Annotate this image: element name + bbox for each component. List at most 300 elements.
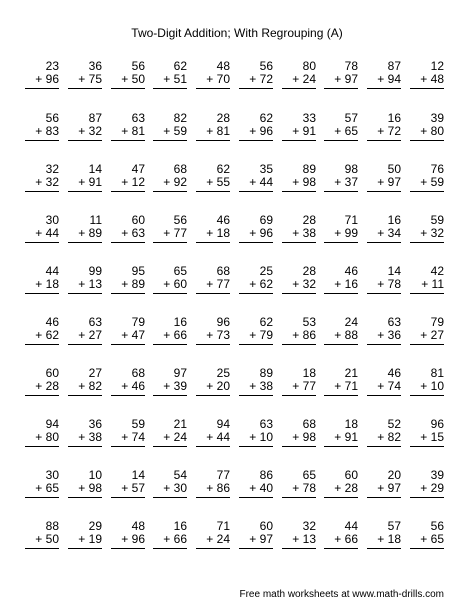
addition-problem bbox=[324, 469, 358, 507]
answer-line bbox=[324, 548, 358, 549]
addition-problem bbox=[324, 214, 358, 252]
top-addend: 68 bbox=[216, 264, 230, 278]
addition-problem bbox=[196, 367, 230, 405]
bottom-addend: + 13 bbox=[78, 277, 102, 291]
bottom-addend: + 99 bbox=[334, 226, 358, 240]
top-addend: 35 bbox=[259, 162, 273, 176]
answer-line bbox=[68, 191, 102, 192]
bottom-addend: + 50 bbox=[121, 72, 145, 86]
addition-problem bbox=[410, 418, 444, 456]
answer-line bbox=[196, 140, 230, 141]
addition-problem bbox=[153, 520, 187, 558]
addition-problem bbox=[367, 418, 401, 456]
top-addend: 36 bbox=[88, 417, 102, 431]
bottom-addend: + 32 bbox=[78, 124, 102, 138]
addition-problem bbox=[68, 316, 102, 354]
top-addend: 12 bbox=[430, 59, 444, 73]
addition-problem bbox=[367, 60, 401, 98]
addition-problem bbox=[196, 214, 230, 252]
top-addend: 62 bbox=[216, 162, 230, 176]
bottom-addend: + 19 bbox=[78, 532, 102, 546]
addition-problem bbox=[324, 265, 358, 303]
addition-problem bbox=[111, 265, 145, 303]
top-addend: 56 bbox=[45, 111, 59, 125]
answer-line bbox=[282, 344, 316, 345]
top-addend: 14 bbox=[88, 162, 102, 176]
addition-problem bbox=[239, 469, 273, 507]
addition-problem bbox=[68, 265, 102, 303]
top-addend: 20 bbox=[387, 468, 401, 482]
bottom-addend: + 32 bbox=[292, 277, 316, 291]
top-addend: 87 bbox=[387, 59, 401, 73]
addition-problem bbox=[367, 214, 401, 252]
top-addend: 79 bbox=[430, 315, 444, 329]
answer-line bbox=[111, 88, 145, 89]
bottom-addend: + 36 bbox=[377, 328, 401, 342]
answer-line bbox=[196, 548, 230, 549]
bottom-addend: + 94 bbox=[377, 72, 401, 86]
bottom-addend: + 65 bbox=[35, 481, 59, 495]
bottom-addend: + 20 bbox=[206, 379, 230, 393]
top-addend: 50 bbox=[387, 162, 401, 176]
answer-line bbox=[153, 344, 187, 345]
top-addend: 25 bbox=[216, 366, 230, 380]
top-addend: 68 bbox=[131, 366, 145, 380]
top-addend: 80 bbox=[302, 59, 316, 73]
bottom-addend: + 72 bbox=[249, 72, 273, 86]
addition-problem bbox=[367, 469, 401, 507]
addition-problem bbox=[111, 469, 145, 507]
bottom-addend: + 80 bbox=[420, 124, 444, 138]
addition-problem bbox=[68, 60, 102, 98]
bottom-addend: + 44 bbox=[249, 175, 273, 189]
answer-line bbox=[239, 88, 273, 89]
top-addend: 16 bbox=[173, 315, 187, 329]
addition-problem bbox=[410, 60, 444, 98]
answer-line bbox=[68, 395, 102, 396]
bottom-addend: + 12 bbox=[121, 175, 145, 189]
answer-line bbox=[324, 395, 358, 396]
addition-problem bbox=[68, 214, 102, 252]
answer-line bbox=[68, 88, 102, 89]
top-addend: 68 bbox=[173, 162, 187, 176]
answer-line bbox=[25, 88, 59, 89]
addition-problem bbox=[68, 112, 102, 150]
top-addend: 54 bbox=[173, 468, 187, 482]
addition-problem bbox=[25, 163, 59, 201]
answer-line bbox=[239, 140, 273, 141]
bottom-addend: + 91 bbox=[334, 430, 358, 444]
addition-problem bbox=[410, 265, 444, 303]
top-addend: 28 bbox=[216, 111, 230, 125]
bottom-addend: + 74 bbox=[377, 379, 401, 393]
answer-line bbox=[153, 191, 187, 192]
top-addend: 62 bbox=[259, 315, 273, 329]
top-addend: 63 bbox=[131, 111, 145, 125]
bottom-addend: + 15 bbox=[420, 430, 444, 444]
addition-problem bbox=[153, 316, 187, 354]
answer-line bbox=[324, 88, 358, 89]
addition-problem bbox=[282, 367, 316, 405]
bottom-addend: + 62 bbox=[249, 277, 273, 291]
addition-problem bbox=[68, 418, 102, 456]
bottom-addend: + 60 bbox=[163, 277, 187, 291]
top-addend: 14 bbox=[131, 468, 145, 482]
top-addend: 30 bbox=[45, 468, 59, 482]
top-addend: 27 bbox=[88, 366, 102, 380]
top-addend: 56 bbox=[430, 519, 444, 533]
answer-line bbox=[410, 446, 444, 447]
answer-line bbox=[153, 242, 187, 243]
bottom-addend: + 65 bbox=[420, 532, 444, 546]
bottom-addend: + 89 bbox=[78, 226, 102, 240]
top-addend: 59 bbox=[430, 213, 444, 227]
bottom-addend: + 75 bbox=[78, 72, 102, 86]
top-addend: 63 bbox=[387, 315, 401, 329]
answer-line bbox=[153, 140, 187, 141]
answer-line bbox=[367, 293, 401, 294]
addition-problem bbox=[153, 418, 187, 456]
bottom-addend: + 91 bbox=[78, 175, 102, 189]
addition-problem bbox=[282, 163, 316, 201]
top-addend: 88 bbox=[45, 519, 59, 533]
top-addend: 46 bbox=[387, 366, 401, 380]
bottom-addend: + 91 bbox=[292, 124, 316, 138]
addition-problem bbox=[410, 112, 444, 150]
top-addend: 25 bbox=[259, 264, 273, 278]
addition-problem bbox=[111, 163, 145, 201]
addition-problem bbox=[282, 520, 316, 558]
bottom-addend: + 18 bbox=[377, 532, 401, 546]
answer-line bbox=[196, 395, 230, 396]
bottom-addend: + 63 bbox=[121, 226, 145, 240]
top-addend: 65 bbox=[302, 468, 316, 482]
addition-problem bbox=[410, 163, 444, 201]
top-addend: 69 bbox=[259, 213, 273, 227]
answer-line bbox=[239, 497, 273, 498]
top-addend: 68 bbox=[302, 417, 316, 431]
answer-line bbox=[239, 191, 273, 192]
answer-line bbox=[111, 497, 145, 498]
bottom-addend: + 32 bbox=[420, 226, 444, 240]
top-addend: 10 bbox=[88, 468, 102, 482]
answer-line bbox=[367, 140, 401, 141]
top-addend: 42 bbox=[430, 264, 444, 278]
bottom-addend: + 47 bbox=[121, 328, 145, 342]
answer-line bbox=[153, 446, 187, 447]
addition-problem bbox=[239, 418, 273, 456]
bottom-addend: + 89 bbox=[121, 277, 145, 291]
bottom-addend: + 88 bbox=[334, 328, 358, 342]
top-addend: 32 bbox=[302, 519, 316, 533]
answer-line bbox=[324, 293, 358, 294]
addition-problem bbox=[25, 418, 59, 456]
bottom-addend: + 13 bbox=[292, 532, 316, 546]
answer-line bbox=[196, 88, 230, 89]
top-addend: 81 bbox=[430, 366, 444, 380]
top-addend: 87 bbox=[88, 111, 102, 125]
footer-credit: Free math worksheets at www.math-drills.com bbox=[239, 589, 444, 600]
bottom-addend: + 28 bbox=[35, 379, 59, 393]
bottom-addend: + 39 bbox=[163, 379, 187, 393]
top-addend: 94 bbox=[45, 417, 59, 431]
addition-problem bbox=[111, 418, 145, 456]
addition-problem bbox=[282, 214, 316, 252]
top-addend: 30 bbox=[45, 213, 59, 227]
answer-line bbox=[153, 395, 187, 396]
top-addend: 94 bbox=[216, 417, 230, 431]
addition-problem bbox=[367, 163, 401, 201]
top-addend: 62 bbox=[173, 59, 187, 73]
bottom-addend: + 96 bbox=[249, 226, 273, 240]
addition-problem bbox=[111, 214, 145, 252]
answer-line bbox=[239, 548, 273, 549]
top-addend: 57 bbox=[387, 519, 401, 533]
worksheet-title: Two-Digit Addition; With Regrouping (A) bbox=[131, 26, 343, 40]
bottom-addend: + 44 bbox=[35, 226, 59, 240]
bottom-addend: + 38 bbox=[78, 430, 102, 444]
answer-line bbox=[25, 395, 59, 396]
addition-problem bbox=[239, 60, 273, 98]
top-addend: 95 bbox=[131, 264, 145, 278]
bottom-addend: + 78 bbox=[377, 277, 401, 291]
answer-line bbox=[68, 497, 102, 498]
answer-line bbox=[367, 88, 401, 89]
answer-line bbox=[68, 293, 102, 294]
top-addend: 36 bbox=[88, 59, 102, 73]
bottom-addend: + 97 bbox=[377, 175, 401, 189]
bottom-addend: + 98 bbox=[292, 430, 316, 444]
top-addend: 62 bbox=[259, 111, 273, 125]
answer-line bbox=[410, 548, 444, 549]
answer-line bbox=[68, 548, 102, 549]
addition-problem bbox=[282, 60, 316, 98]
top-addend: 47 bbox=[131, 162, 145, 176]
top-addend: 57 bbox=[344, 111, 358, 125]
top-addend: 86 bbox=[259, 468, 273, 482]
answer-line bbox=[25, 344, 59, 345]
answer-line bbox=[367, 344, 401, 345]
bottom-addend: + 97 bbox=[334, 72, 358, 86]
bottom-addend: + 38 bbox=[249, 379, 273, 393]
addition-problem bbox=[111, 520, 145, 558]
addition-problem bbox=[153, 469, 187, 507]
addition-problem bbox=[410, 520, 444, 558]
bottom-addend: + 28 bbox=[334, 481, 358, 495]
bottom-addend: + 46 bbox=[121, 379, 145, 393]
answer-line bbox=[324, 191, 358, 192]
bottom-addend: + 86 bbox=[292, 328, 316, 342]
bottom-addend: + 96 bbox=[249, 124, 273, 138]
bottom-addend: + 55 bbox=[206, 175, 230, 189]
top-addend: 96 bbox=[216, 315, 230, 329]
bottom-addend: + 50 bbox=[35, 532, 59, 546]
bottom-addend: + 38 bbox=[292, 226, 316, 240]
addition-problem bbox=[196, 112, 230, 150]
addition-problem bbox=[153, 214, 187, 252]
top-addend: 60 bbox=[344, 468, 358, 482]
answer-line bbox=[282, 242, 316, 243]
answer-line bbox=[282, 191, 316, 192]
answer-line bbox=[25, 293, 59, 294]
answer-line bbox=[196, 242, 230, 243]
top-addend: 32 bbox=[45, 162, 59, 176]
top-addend: 56 bbox=[173, 213, 187, 227]
addition-problem bbox=[196, 163, 230, 201]
top-addend: 99 bbox=[88, 264, 102, 278]
addition-problem bbox=[324, 316, 358, 354]
answer-line bbox=[111, 293, 145, 294]
top-addend: 46 bbox=[45, 315, 59, 329]
bottom-addend: + 66 bbox=[163, 532, 187, 546]
answer-line bbox=[410, 191, 444, 192]
top-addend: 97 bbox=[173, 366, 187, 380]
top-addend: 48 bbox=[131, 519, 145, 533]
addition-problem bbox=[153, 60, 187, 98]
bottom-addend: + 77 bbox=[163, 226, 187, 240]
top-addend: 56 bbox=[131, 59, 145, 73]
top-addend: 76 bbox=[430, 162, 444, 176]
bottom-addend: + 16 bbox=[334, 277, 358, 291]
bottom-addend: + 51 bbox=[163, 72, 187, 86]
addition-problem bbox=[367, 520, 401, 558]
addition-problem bbox=[282, 418, 316, 456]
answer-line bbox=[25, 497, 59, 498]
top-addend: 82 bbox=[173, 111, 187, 125]
top-addend: 78 bbox=[344, 59, 358, 73]
bottom-addend: + 27 bbox=[420, 328, 444, 342]
bottom-addend: + 98 bbox=[292, 175, 316, 189]
bottom-addend: + 40 bbox=[249, 481, 273, 495]
answer-line bbox=[111, 548, 145, 549]
answer-line bbox=[153, 497, 187, 498]
bottom-addend: + 83 bbox=[35, 124, 59, 138]
addition-problem bbox=[25, 469, 59, 507]
addition-problem bbox=[282, 469, 316, 507]
bottom-addend: + 78 bbox=[292, 481, 316, 495]
addition-problem bbox=[111, 112, 145, 150]
answer-line bbox=[410, 344, 444, 345]
top-addend: 65 bbox=[173, 264, 187, 278]
bottom-addend: + 18 bbox=[206, 226, 230, 240]
addition-problem bbox=[196, 469, 230, 507]
addition-problem bbox=[111, 367, 145, 405]
addition-problem bbox=[196, 60, 230, 98]
addition-problem bbox=[367, 316, 401, 354]
answer-line bbox=[324, 140, 358, 141]
addition-problem bbox=[25, 520, 59, 558]
addition-problem bbox=[153, 163, 187, 201]
answer-line bbox=[25, 191, 59, 192]
addition-problem bbox=[153, 265, 187, 303]
addition-problem bbox=[324, 60, 358, 98]
top-addend: 52 bbox=[387, 417, 401, 431]
addition-problem bbox=[68, 469, 102, 507]
answer-line bbox=[196, 497, 230, 498]
answer-line bbox=[410, 395, 444, 396]
addition-problem bbox=[324, 520, 358, 558]
answer-line bbox=[282, 293, 316, 294]
bottom-addend: + 82 bbox=[78, 379, 102, 393]
top-addend: 28 bbox=[302, 213, 316, 227]
bottom-addend: + 37 bbox=[334, 175, 358, 189]
answer-line bbox=[324, 497, 358, 498]
bottom-addend: + 65 bbox=[334, 124, 358, 138]
addition-problem bbox=[410, 367, 444, 405]
answer-line bbox=[324, 242, 358, 243]
top-addend: 28 bbox=[302, 264, 316, 278]
top-addend: 89 bbox=[259, 366, 273, 380]
top-addend: 24 bbox=[344, 315, 358, 329]
addition-problem bbox=[68, 163, 102, 201]
answer-line bbox=[410, 293, 444, 294]
answer-line bbox=[239, 446, 273, 447]
bottom-addend: + 72 bbox=[377, 124, 401, 138]
addition-problem bbox=[410, 214, 444, 252]
answer-line bbox=[282, 548, 316, 549]
top-addend: 79 bbox=[131, 315, 145, 329]
answer-line bbox=[68, 140, 102, 141]
top-addend: 16 bbox=[173, 519, 187, 533]
answer-line bbox=[111, 242, 145, 243]
addition-problem bbox=[25, 265, 59, 303]
answer-line bbox=[111, 395, 145, 396]
bottom-addend: + 44 bbox=[206, 430, 230, 444]
bottom-addend: + 81 bbox=[121, 124, 145, 138]
bottom-addend: + 81 bbox=[206, 124, 230, 138]
answer-line bbox=[239, 344, 273, 345]
top-addend: 77 bbox=[216, 468, 230, 482]
top-addend: 56 bbox=[259, 59, 273, 73]
top-addend: 16 bbox=[387, 111, 401, 125]
bottom-addend: + 11 bbox=[421, 277, 444, 291]
addition-problem bbox=[25, 367, 59, 405]
bottom-addend: + 59 bbox=[420, 175, 444, 189]
top-addend: 11 bbox=[89, 213, 102, 227]
top-addend: 33 bbox=[302, 111, 316, 125]
bottom-addend: + 34 bbox=[377, 226, 401, 240]
bottom-addend: + 74 bbox=[121, 430, 145, 444]
addition-problem bbox=[111, 316, 145, 354]
top-addend: 60 bbox=[259, 519, 273, 533]
answer-line bbox=[324, 446, 358, 447]
top-addend: 48 bbox=[216, 59, 230, 73]
answer-line bbox=[239, 242, 273, 243]
bottom-addend: + 62 bbox=[35, 328, 59, 342]
bottom-addend: + 92 bbox=[163, 175, 187, 189]
bottom-addend: + 29 bbox=[420, 481, 444, 495]
answer-line bbox=[282, 497, 316, 498]
bottom-addend: + 24 bbox=[163, 430, 187, 444]
answer-line bbox=[196, 446, 230, 447]
top-addend: 96 bbox=[430, 417, 444, 431]
answer-line bbox=[25, 446, 59, 447]
addition-problem bbox=[324, 418, 358, 456]
bottom-addend: + 96 bbox=[121, 532, 145, 546]
answer-line bbox=[153, 548, 187, 549]
top-addend: 39 bbox=[430, 468, 444, 482]
answer-line bbox=[111, 140, 145, 141]
bottom-addend: + 77 bbox=[206, 277, 230, 291]
answer-line bbox=[367, 548, 401, 549]
top-addend: 98 bbox=[344, 162, 358, 176]
bottom-addend: + 79 bbox=[249, 328, 273, 342]
bottom-addend: + 57 bbox=[121, 481, 145, 495]
answer-line bbox=[25, 242, 59, 243]
answer-line bbox=[410, 88, 444, 89]
bottom-addend: + 24 bbox=[206, 532, 230, 546]
bottom-addend: + 18 bbox=[35, 277, 59, 291]
